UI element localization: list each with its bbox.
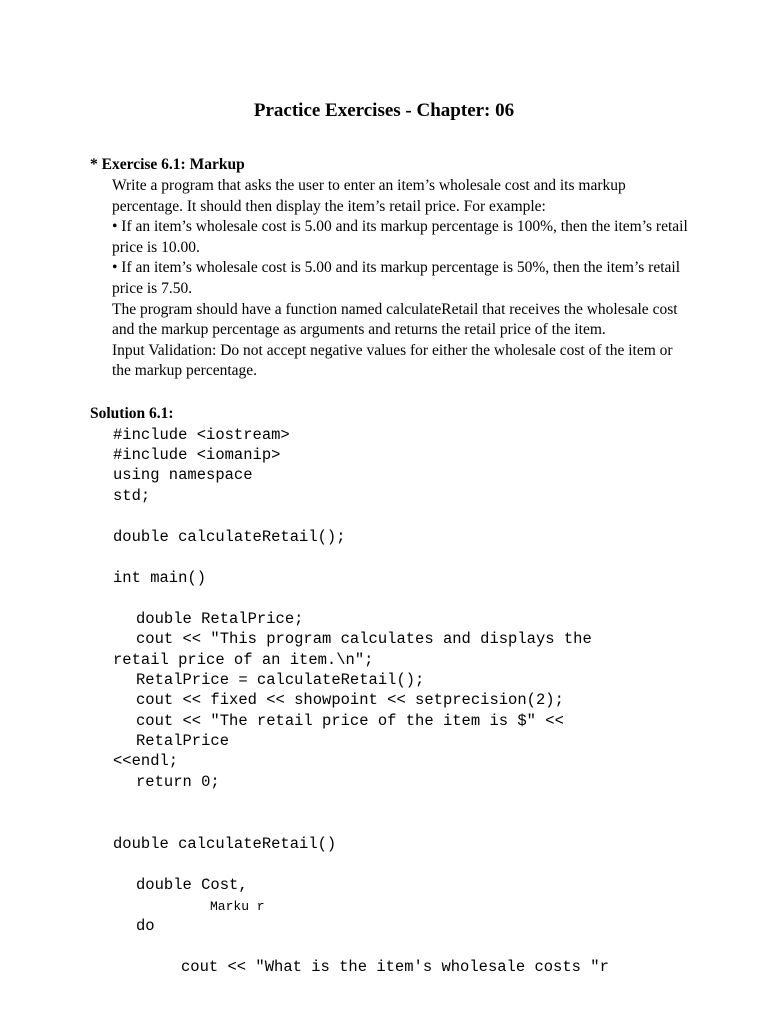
code-line: #include <iomanip> <box>113 446 281 464</box>
code-line: cout << fixed << showpoint << setprecision(2); <box>136 691 564 709</box>
code-line: std; <box>113 487 151 505</box>
exercise-paragraph-validation: Input Validation: Do not accept negative values for either the wholesale cost of the item or the markup percentage. <box>112 341 673 380</box>
exercise-bullet-50: • If an item’s wholesale cost is 5.00 and its markup percentage is 50%, then the item’s retail price is 7.50. <box>112 259 681 297</box>
code-line: retail price of an item.\n"; <box>113 651 374 669</box>
exercise-heading: * Exercise 6.1: Markup <box>90 156 245 173</box>
code-line: RetalPrice <box>136 732 230 750</box>
code-line: cout << "This program calculates and displays the <box>136 630 592 648</box>
code-line: cout << "What is the item's wholesale costs "r <box>181 958 609 976</box>
code-line: double RetalPrice; <box>136 610 304 628</box>
code-line: <<endl; <box>113 752 179 770</box>
code-line: do <box>136 917 155 935</box>
exercise-paragraph-intro: Write a program that asks the user to enter an item’s wholesale cost and its markup percentage. It should then display the item’s retail price. For example: <box>112 177 626 215</box>
page-title: Practice Exercises - Chapter: 06 <box>253 100 515 121</box>
code-line: double Cost, <box>136 876 248 894</box>
code-line: using namespace <box>113 466 253 484</box>
code-line: Marku r <box>210 899 265 914</box>
code-line: return 0; <box>136 773 220 791</box>
exercise-body <box>112 176 692 382</box>
code-line: double calculateRetail() <box>113 835 337 853</box>
code-line: cout << "The retail price of the item is $" << <box>136 712 564 730</box>
code-line: int main() <box>113 569 207 587</box>
code-line: #include <iostream> <box>113 426 290 444</box>
code-line: RetalPrice = calculateRetail(); <box>136 671 425 689</box>
solution-heading: Solution 6.1: <box>90 405 174 422</box>
exercise-bullet-100: • If an item’s wholesale cost is 5.00 and its markup percentage is 100%, then the item’s retail price is 10.00. <box>112 218 688 256</box>
code-line: double calculateRetail(); <box>113 528 346 546</box>
exercise-paragraph-function: The program should have a function named calculateRetail that receives the wholesale cost and the markup percentage as arguments and returns the retail price of the item. <box>112 300 678 339</box>
